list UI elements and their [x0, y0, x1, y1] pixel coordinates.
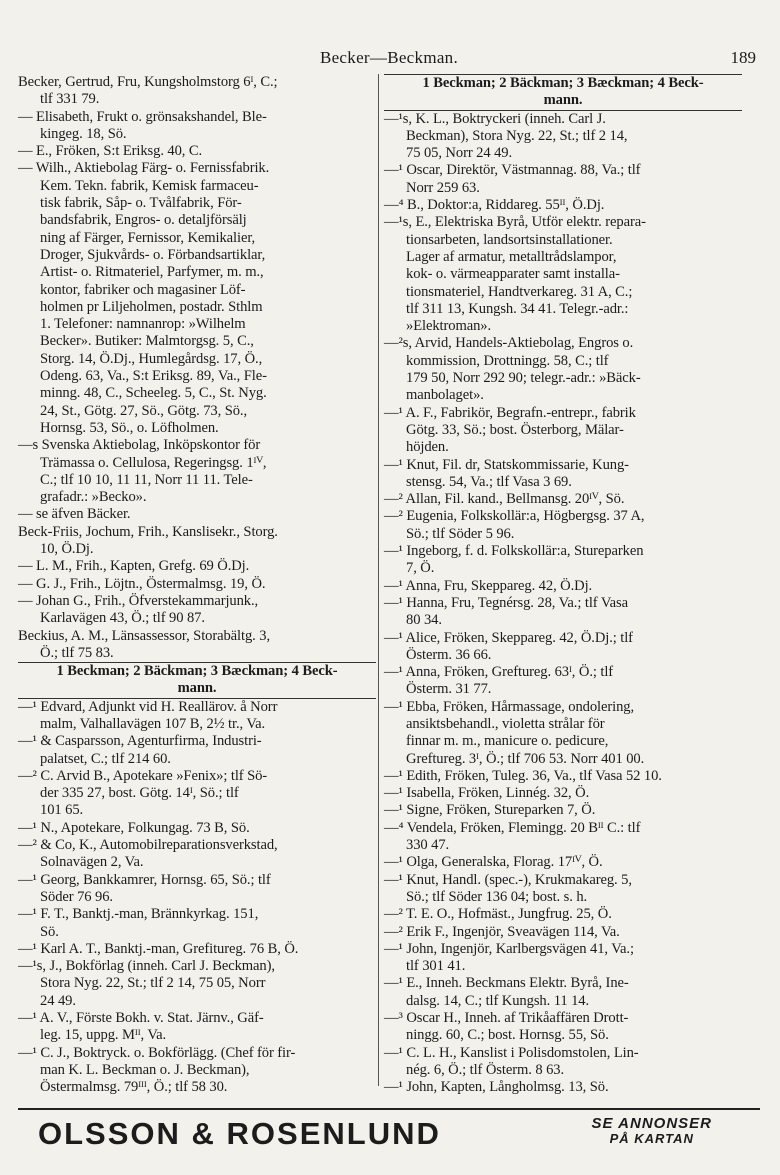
section-header-line: mann.: [543, 92, 583, 109]
entry-continuation: Österm. 36 66.: [406, 646, 492, 663]
entry-line: —¹ Olga, Generalska, Florag. 17ᴵⱽ, Ö.: [384, 854, 603, 871]
entry-continuation: Sö.; tlf Söder 136 04; bost. s. h.: [406, 888, 588, 905]
entry-line: —¹ A. V., Förste Bokh. v. Stat. Järnv., Gäf-: [18, 1010, 264, 1027]
tagline-line-1: SE ANNONSER: [591, 1115, 712, 1132]
entry-line: — se äfven Bäcker.: [18, 506, 131, 523]
entry-continuation: 10, Ö.Dj.: [40, 541, 94, 558]
entry-line: —¹ Anna, Fröken, Greftureg. 63ᴵ, Ö.; tlf: [384, 664, 614, 681]
entry-line: —¹ A. F., Fabrikör, Begrafn.-entrepr., fabrik: [384, 404, 636, 421]
entry-line: —⁴ Vendela, Fröken, Flemingg. 20 Bᴵᴵ C.: tlf: [384, 819, 641, 836]
entry-line: —¹ C. J., Boktryck. o. Bokförlägg. (Chef för fir-: [18, 1044, 296, 1061]
entry-line: —⁴ B., Doktor:a, Riddareg. 55ᴵᴵ, Ö.Dj.: [384, 197, 605, 214]
entry-continuation: dalsg. 14, C.; tlf Kungsh. 11 14.: [406, 992, 590, 1009]
entry-line: —¹ Signe, Fröken, Stureparken 7, Ö.: [384, 802, 596, 819]
entry-continuation: Österm. 31 77.: [406, 681, 492, 698]
entry-line: —¹ & Casparsson, Agenturfirma, Industri-: [18, 733, 262, 750]
entry-continuation: 101 65.: [40, 802, 84, 819]
entry-line: —²s, Arvid, Handels-Aktiebolag, Engros o.: [384, 335, 634, 352]
entry-line: —¹ Hanna, Fru, Tegnérsg. 28, Va.; tlf Vasa: [384, 594, 628, 611]
entry-continuation: man K. L. Beckman o. J. Beckman),: [40, 1061, 250, 1078]
entry-line: —¹ Isabella, Fröken, Linnég. 32, Ö.: [384, 785, 590, 802]
entry-line: Becker, Gertrud, Fru, Kungsholmstorg 6ᴵ, C.;: [18, 74, 278, 90]
entry-continuation: Droger, Sjukvårds- o. Förbandsartiklar,: [40, 246, 266, 263]
section-header-line: 1 Beckman; 2 Bäckman; 3 Bæckman; 4 Beck-: [56, 663, 338, 680]
entry-continuation: leg. 15, uppg. Mᴵᴵ, Va.: [40, 1027, 167, 1044]
left-column: [18, 74, 376, 1096]
surname-variants-header: [18, 662, 376, 699]
tagline-line-2: PÅ KARTAN: [609, 1131, 694, 1146]
entry-continuation: 24 49.: [40, 992, 76, 1009]
entry-continuation: kok- o. värmeapparater samt installa-: [406, 266, 620, 283]
entry-line: —s Svenska Aktiebolag, Inköpskontor för: [18, 437, 261, 454]
entry-continuation: Norr 259 63.: [406, 179, 480, 196]
entry-line: —¹ Edith, Fröken, Tuleg. 36, Va., tlf Vasa 52 10.: [384, 767, 662, 784]
entry-continuation: Sö.: [40, 923, 59, 940]
entry-continuation: 80 34.: [406, 612, 442, 629]
entry-line: —¹ Anna, Fru, Skeppareg. 42, Ö.Dj.: [384, 577, 593, 594]
entry-line: —¹s, J., Bokförlag (inneh. Carl J. Beckman),: [18, 958, 275, 975]
advertisement-banner: [18, 1108, 760, 1154]
entry-line: —² Erik F., Ingenjör, Sveavägen 114, Va.: [384, 923, 620, 940]
entry-line: —¹ E., Inneh. Beckmans Elektr. Byrå, Ine-: [384, 975, 629, 992]
advertisement-tagline: [592, 1116, 712, 1146]
entry-line: —² & Co, K., Automobilreparationsverkstad,: [18, 837, 278, 854]
section-header-line: mann.: [177, 680, 217, 697]
entry-continuation: tlf 311 13, Kungsh. 34 41. Telegr.-adr.:: [406, 300, 629, 317]
entry-continuation: 24, St., Götg. 27, Sö., Götg. 73, Sö.,: [40, 402, 248, 419]
entry-line: —¹ C. L. H., Kanslist i Polisdomstolen, Lin-: [384, 1044, 639, 1061]
entry-line: —¹ Alice, Fröken, Skeppareg. 42, Ö.Dj.; tlf: [384, 629, 633, 646]
entry-line: —² Allan, Fil. kand., Bellmansg. 20ᴵⱽ, Sö.: [384, 491, 625, 508]
entry-line: —¹ Knut, Handl. (spec.-), Krukmakareg. 5,: [384, 871, 632, 888]
entry-continuation: bandsfabrik, Engros- o. detaljförsälj: [40, 212, 247, 229]
entry-continuation: malm, Valhallavägen 107 B, 2½ tr., Va.: [40, 715, 266, 732]
entry-line: — Johan G., Frih., Öfverstekammarjunk.,: [18, 592, 259, 609]
entry-continuation: tionsmateriel, Handtverkareg. 31 A, C.;: [406, 283, 633, 300]
entry-continuation: nég. 6, Ö.; tlf Österm. 8 63.: [406, 1061, 565, 1078]
entry-line: —¹ N., Apotekare, Folkungag. 73 B, Sö.: [18, 819, 250, 836]
entry-continuation: kontor, fabriker och magasiner Löf-: [40, 281, 246, 298]
entry-continuation: Hornsg. 53, Sö., o. Löfholmen.: [40, 419, 219, 436]
entry-line: —¹ Edvard, Adjunkt vid H. Reallärov. å Norr: [18, 698, 278, 715]
entry-continuation: stensg. 54, Va.; tlf Vasa 3 69.: [406, 473, 572, 490]
entry-continuation: ningg. 60, C.; bost. Hornsg. 55, Sö.: [406, 1027, 609, 1044]
entry-line: —¹s, E., Elektriska Byrå, Utför elektr. repara-: [384, 214, 646, 231]
section-header-line: 1 Beckman; 2 Bäckman; 3 Bæckman; 4 Beck-: [422, 75, 704, 91]
entry-continuation: manbolaget».: [406, 387, 484, 404]
running-head: Becker—Beckman.: [319, 48, 459, 67]
entry-continuation: tlf 331 79.: [40, 91, 100, 108]
entry-continuation: Karlavägen 43, Ö.; tlf 90 87.: [40, 610, 205, 627]
right-column: [384, 74, 742, 1096]
entry-line: —¹s, K. L., Boktryckeri (inneh. Carl J.: [384, 110, 606, 127]
entry-continuation: »Elektroman».: [406, 318, 492, 335]
entry-continuation: 179 50, Norr 292 90; telegr.-adr.: »Bäck-: [406, 370, 641, 387]
entry-continuation: der 335 27, bost. Götg. 14ᴵ, Sö.; tlf: [40, 785, 239, 802]
entry-line: —¹ Oscar, Direktör, Västmannag. 88, Va.; tlf: [384, 162, 641, 179]
entry-continuation: Söder 76 96.: [40, 888, 113, 905]
entry-continuation: Götg. 33, Sö.; bost. Österborg, Mälar-: [406, 421, 624, 438]
entry-line: —¹ John, Ingenjör, Karlbergsvägen 41, Va.;: [384, 940, 634, 957]
entry-continuation: Kem. Tekn. fabrik, Kemisk farmaceu-: [40, 177, 259, 194]
entry-line: — E., Fröken, S:t Eriksg. 40, C.: [18, 143, 203, 160]
entry-line: —¹ Ebba, Fröken, Hårmassage, ondolering,: [384, 698, 635, 715]
entry-line: —² C. Arvid B., Apotekare »Fenix»; tlf Sö-: [18, 767, 268, 784]
entry-line: — Wilh., Aktiebolag Färg- o. Fernissfabrik.: [18, 160, 270, 177]
entry-line: —² T. E. O., Hofmäst., Jungfrug. 25, Ö.: [384, 906, 612, 923]
entry-line: —¹ Georg, Bankkamrer, Hornsg. 65, Sö.; tlf: [18, 871, 271, 888]
entry-continuation: 330 47.: [406, 837, 450, 854]
entry-line: —¹ Ingeborg, f. d. Folkskollär:a, Stureparken: [384, 543, 644, 560]
entry-line: — G. J., Frih., Löjtn., Östermalmsg. 19, Ö.: [18, 575, 266, 592]
entry-continuation: tlf 301 41.: [406, 958, 466, 975]
advertiser-name: OLSSON & ROSENLUND: [38, 1116, 441, 1151]
entry-continuation: kommission, Drottningg. 58, C.; tlf: [406, 352, 609, 369]
surname-variants-header: [384, 74, 742, 111]
entry-continuation: grafadr.: »Becko».: [40, 489, 147, 506]
entry-line: —¹ John, Kapten, Långholmsg. 13, Sö.: [384, 1079, 609, 1096]
page-header: [18, 48, 760, 70]
entry-continuation: Stora Nyg. 22, St.; tlf 2 14, 75 05, Norr: [40, 975, 266, 992]
entry-continuation: Beckman), Stora Nyg. 22, St.; tlf 2 14,: [406, 127, 628, 144]
entry-continuation: höjden.: [406, 439, 449, 456]
entry-continuation: Lager af armatur, metalltrådslampor,: [406, 248, 617, 265]
entry-line: Beckius, A. M., Länsassessor, Storabältg. 3,: [18, 627, 271, 644]
entry-continuation: Sö.; tlf Söder 5 96.: [406, 525, 515, 542]
entry-continuation: finnar m. m., manicure o. pedicure,: [406, 733, 609, 750]
entry-line: — L. M., Frih., Kapten, Grefg. 69 Ö.Dj.: [18, 558, 250, 575]
entry-continuation: holmen pr Liljeholmen, postadr. Sthlm: [40, 298, 263, 315]
entry-continuation: ning af Färger, Fernissor, Kemikalier,: [40, 229, 256, 246]
column-divider: [378, 74, 379, 1086]
entry-line: Beck-Friis, Jochum, Frih., Kanslisekr., Storg.: [18, 523, 278, 540]
entry-continuation: minng. 48, C., Scheeleg. 5, C., St. Nyg.: [40, 385, 267, 402]
entry-line: —¹ Karl A. T., Banktj.-man, Grefitureg. 76 B, Ö.: [18, 940, 299, 957]
entry-line: —³ Oscar H., Inneh. af Trikåaffären Drott-: [384, 1010, 629, 1027]
entry-continuation: 7, Ö.: [406, 560, 435, 577]
entry-line: —¹ Knut, Fil. dr, Statskommissarie, Kung-: [384, 456, 629, 473]
entry-continuation: palatset, C.; tlf 214 60.: [40, 750, 171, 767]
entry-continuation: Becker». Butiker: Malmtorgsg. 5, C.,: [40, 333, 254, 350]
entry-line: — Elisabeth, Frukt o. grönsakshandel, Ble-: [18, 108, 267, 125]
entry-line: —¹ F. T., Banktj.-man, Brännkyrkag. 151,: [18, 906, 259, 923]
entry-continuation: 75 05, Norr 24 49.: [406, 145, 513, 162]
entry-line: —² Eugenia, Folkskollär:a, Högbergsg. 37 A,: [384, 508, 645, 525]
entry-continuation: Ö.; tlf 75 83.: [40, 644, 114, 661]
entry-continuation: ansiktsbehandl., violetta strålar för: [406, 715, 605, 732]
entry-continuation: Greftureg. 3ᴵ, Ö.; tlf 706 53. Norr 401 00.: [406, 750, 645, 767]
entry-continuation: Solnavägen 2, Va.: [40, 854, 144, 871]
entry-continuation: kingeg. 18, Sö.: [40, 125, 127, 142]
entry-continuation: Östermalmsg. 79ᴵᴵᴵ, Ö.; tlf 58 30.: [40, 1079, 228, 1096]
entry-continuation: Trämassa o. Cellulosa, Regeringsg. 1ᴵⱽ,: [40, 454, 267, 471]
entry-continuation: Storg. 14, Ö.Dj., Humlegårdsg. 17, Ö.,: [40, 350, 263, 367]
entry-continuation: C.; tlf 10 10, 11 11, Norr 11 11. Tele-: [40, 471, 253, 488]
entry-continuation: tisk fabrik, Såp- o. Tvålfabrik, För-: [40, 195, 242, 212]
page-number: 189: [730, 48, 756, 67]
entry-continuation: tionsarbeten, landsortsinstallationer.: [406, 231, 613, 248]
entry-continuation: Artist- o. Ritmateriel, Parfymer, m. m.,: [40, 264, 264, 281]
directory-columns: [18, 74, 760, 1096]
entry-continuation: Odeng. 63, Va., S:t Eriksg. 89, Va., Fle-: [40, 368, 267, 385]
entry-continuation: 1. Telefoner: namnanrop: »Wilhelm: [40, 316, 246, 333]
